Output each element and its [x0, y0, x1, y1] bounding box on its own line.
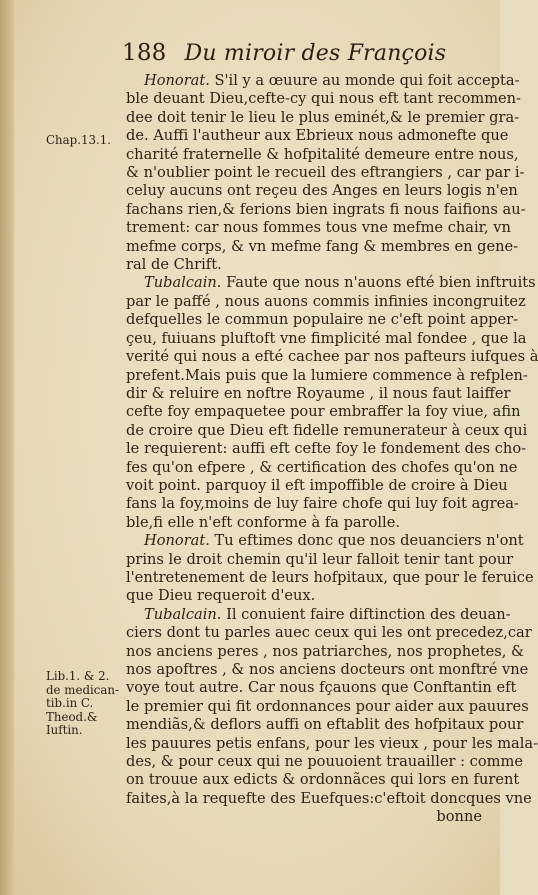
text-span: S'il y a œuure au monde qui foit accepta- [209, 72, 520, 89]
page-binding-edge [0, 0, 14, 895]
margin-note-line: Iuftin. [46, 723, 83, 738]
text-line: verité qui nous a efté cachee par nos pafteurs iufques à [126, 348, 538, 366]
margin-note-line: Chap.13.1. [46, 133, 111, 147]
text-line: fes qu'on efpere , & certification des chofes qu'on ne [126, 458, 518, 476]
text-line: que Dieu requeroit d'eux. [126, 587, 316, 605]
speaker-name: Tubalcain. [144, 605, 222, 623]
margin-note-line: Theod.& [46, 709, 98, 724]
text-line: çeu, fuiuans pluftoft vne fimplicité mal fondee , que la [126, 329, 527, 347]
text-line: prins le droit chemin qu'il leur falloit tenir tant pour [126, 550, 514, 568]
text-line: les pauures petis enfans, pour les vieux , pour les mala- [126, 734, 538, 752]
margin-note-line: de medican- [46, 682, 119, 697]
text-line: fachans rien,& ferions bien ingrats fi nous faifions au- [126, 200, 526, 218]
text-line: dir & reluire en noftre Royaume , il nous faut laiffer [126, 384, 511, 402]
text-line: ble,fi elle n'eft conforme à fa parolle. [126, 513, 400, 531]
speaker-name: Honorat. [144, 532, 210, 550]
text-line: le premier qui fit ordonnances pour aider aux pauures [126, 697, 529, 715]
paragraph-honorat-2 [126, 532, 534, 606]
margin-note-reference [46, 670, 119, 738]
text-line: voye tout autre. Car nous fçauons que Conftantin eft [126, 679, 517, 697]
running-title: Du miroir des François [184, 41, 447, 66]
text-line: & n'oublier point le recueil des eftrangiers , car par i- [126, 164, 525, 182]
speaker-name: Honorat. [144, 72, 210, 89]
text-line: charité fraternelle & hofpitalité demeure entre nous, [126, 145, 519, 163]
text-line: faites,à la requefte des Euefques:c'eftoit doncques vne [126, 789, 532, 807]
margin-note-line: Lib.1. & 2. [46, 669, 110, 683]
text-line [126, 605, 511, 624]
text-line: dee doit tenir le lieu le plus eminét,& le premier gra- [126, 108, 520, 126]
text-line: prefent.Mais puis que la lumiere commence à refplen- [126, 366, 528, 384]
text-line: trement: car nous fommes tous vne mefme chair, vn [126, 219, 511, 237]
text-line [126, 532, 524, 550]
text-line: l'entretenement de leurs hofpitaux, que pour le feruice [126, 568, 534, 586]
running-header [122, 40, 492, 70]
text-line: mendiãs,& deflors auffi on eftablit des hofpitaux pour [126, 716, 524, 734]
text-line: ble deuant Dieu,cefte-cy qui nous eft tant recommen- [126, 90, 521, 108]
text-span: Faute que nous n'auons efté bien inftruits [221, 274, 536, 292]
text-line: celuy aucuns ont reçeu des Anges en leurs logis n'en [126, 182, 518, 200]
text-line: voit point. parquoy il eft impoffible de croire à Dieu [126, 476, 508, 494]
text-line: des, & pour ceux qui ne pouuoient trauailler : comme [126, 753, 523, 771]
text-line [126, 72, 520, 90]
text-line: fans la foy,moins de luy faire chofe qui luy foit agrea- [126, 495, 519, 513]
text-line: cefte foy empaquetee pour embraffer la foy viue, afin [126, 403, 521, 421]
text-line: mefme corps, & vn mefme fang & membres en gene- [126, 237, 519, 255]
text-line: ciers dont tu parles auec ceux qui les ont precedez,car [126, 624, 532, 642]
text-line: par le paffé , nous auons commis infinies incongruitez [126, 292, 526, 310]
margin-note-line: tib.in C. [46, 696, 94, 711]
catchword: bonne [436, 808, 482, 826]
paragraph-tubalcain-1 [126, 274, 538, 532]
text-span: Tu eftimes donc que nos deuanciers n'ont [209, 532, 524, 550]
page-number: 188 [122, 40, 167, 66]
margin-note-chapter [46, 134, 111, 148]
paragraph-tubalcain-2 [126, 605, 538, 808]
text-line: defquelles le commun populaire ne c'eft point apper- [126, 311, 519, 329]
main-text [126, 72, 538, 827]
speaker-name: Tubalcain. [144, 274, 222, 292]
text-line: ral de Chrift. [126, 256, 222, 274]
text-line: on trouue aux edicts & ordonnãces qui lors en furent [126, 771, 520, 789]
paragraph-honorat-1 [126, 72, 526, 274]
text-line: nos anciens peres , nos patriarches, nos prophetes, & [126, 642, 524, 660]
text-span: Il conuient faire diftinction des deuan- [221, 605, 511, 623]
text-line: le requierent: auffi eft cefte foy le fondement des cho- [126, 440, 527, 458]
text-line: de croire que Dieu eft fidelle remunerateur à ceux qui [126, 421, 528, 439]
text-line: de. Auffi l'autheur aux Ebrieux nous admonefte que [126, 127, 509, 145]
text-line: nos apoftres , & nos anciens docteurs ont monftré vne [126, 661, 529, 678]
text-line [126, 274, 536, 292]
